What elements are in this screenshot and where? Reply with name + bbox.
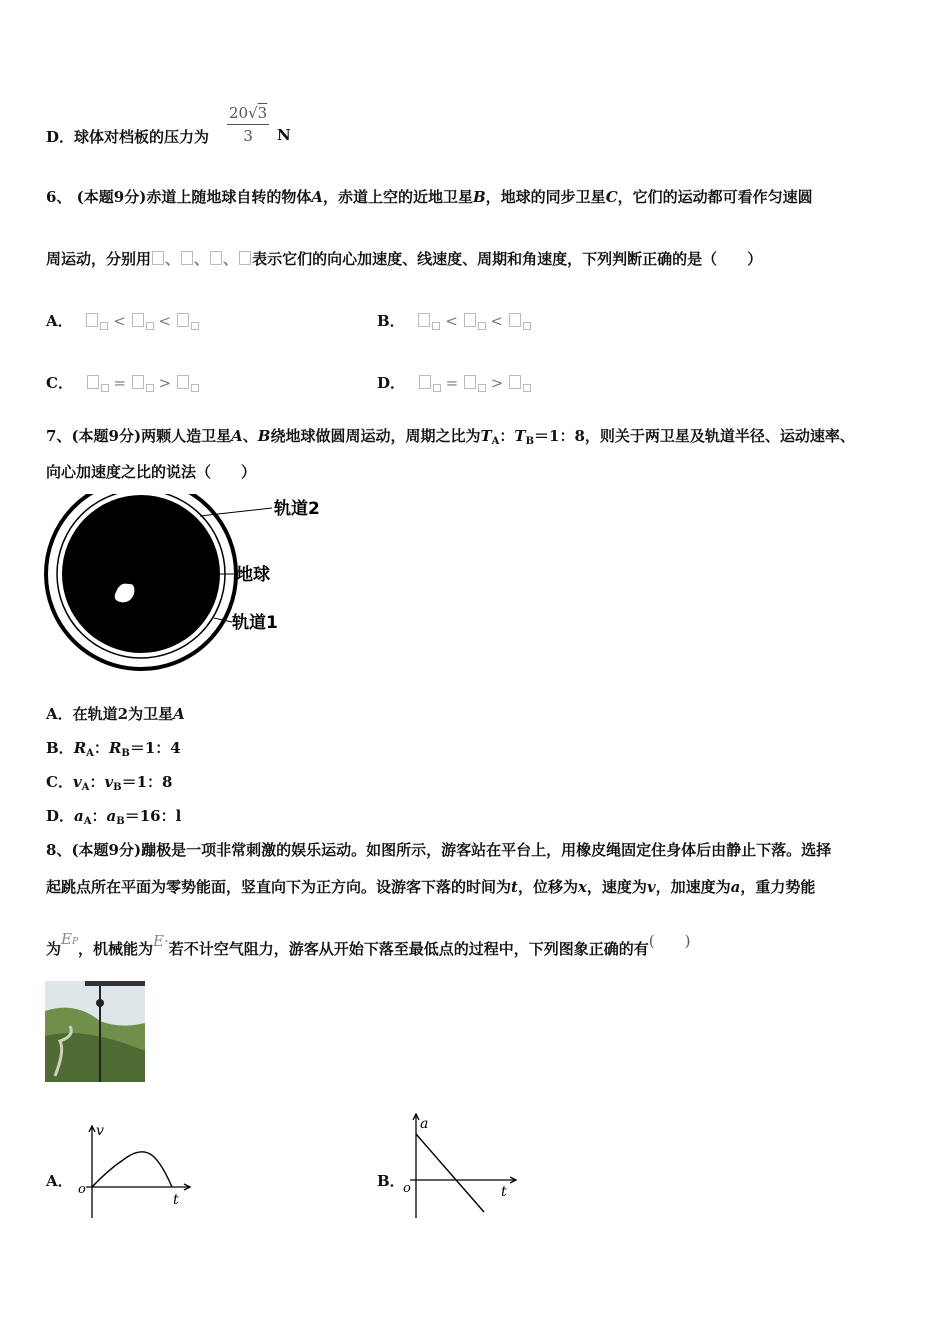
q7-option-b[interactable] <box>46 737 181 759</box>
q6-option-d[interactable] <box>377 372 531 393</box>
stem-text: 为 <box>46 940 62 958</box>
x-axis-label: t <box>173 1192 179 1208</box>
var-ep <box>61 930 78 948</box>
question-score: (本题9分) <box>76 188 147 206</box>
ratio: ＝16：l <box>124 807 182 825</box>
var-a: a <box>106 807 117 825</box>
orbit-figure <box>44 494 344 674</box>
colon: ： <box>93 739 109 757</box>
stem-text: ，地球的同步卫星 <box>485 188 606 206</box>
q8-stem-line3: 为EP，机械能为E·若不计空气阻力，游客从开始下落至最低点的过程中，下列图象正确的有( ) <box>46 930 691 958</box>
symbol-placeholder <box>464 375 476 389</box>
subscript-placeholder <box>101 384 109 392</box>
ratio: ＝1：4 <box>129 739 181 757</box>
fraction-20-root3-over-3: $\frac{20√3}{3}$ <box>229 104 268 145</box>
ratio: ＝1：8 <box>121 773 173 791</box>
symbol-placeholder <box>418 313 430 327</box>
symbol-placeholder <box>210 251 222 265</box>
operator: = <box>445 374 459 392</box>
operator: < <box>490 312 503 330</box>
ep-e: E <box>61 930 72 948</box>
separator: 、 <box>165 250 181 268</box>
stem-text: 绕地球做圆周运动，周期之比为 <box>270 427 481 445</box>
subscript-placeholder <box>100 322 108 330</box>
option-text: 球体对档板的压力为 <box>74 128 210 146</box>
answer-paren: ( ) <box>648 932 691 950</box>
acceleration-line <box>416 1134 484 1212</box>
var-r: R <box>73 739 87 757</box>
question-number: 8、 <box>46 841 72 859</box>
stem-text: ，重力势能 <box>740 878 816 896</box>
q6-option-b[interactable] <box>377 310 531 331</box>
origin-label: o <box>403 1181 411 1196</box>
symbol-placeholder <box>132 375 144 389</box>
option-label: A． <box>46 312 73 330</box>
var-b: B <box>472 188 486 206</box>
subscript-placeholder <box>523 384 531 392</box>
subscript-b: B <box>525 436 535 447</box>
var-a: A <box>231 427 243 445</box>
var-a: A <box>311 188 323 206</box>
operator: < <box>158 312 171 330</box>
colon: ： <box>91 807 107 825</box>
option-label: C． <box>46 773 73 791</box>
subscript-placeholder <box>478 384 486 392</box>
var-c: C <box>605 188 618 206</box>
bungee-photo <box>45 981 145 1082</box>
subscript-a: A <box>81 782 90 793</box>
q8-stem-line1 <box>46 839 831 860</box>
q5-option-d <box>46 126 209 147</box>
frac-numerator: 20 <box>229 104 249 122</box>
q8-option-b-label[interactable]: B． <box>377 1172 405 1190</box>
question-number: 7、 <box>46 427 72 445</box>
subscript-b: B <box>116 816 125 827</box>
ep-subscript-p: P <box>71 937 79 947</box>
stem-text: 表示它们的向心加速度、线速度、周期和角速度，下列判断正确的是（ ） <box>252 250 763 268</box>
symbol-placeholder <box>152 251 164 265</box>
q7-option-d[interactable] <box>46 805 181 827</box>
stem-text: ，机械能为 <box>78 940 154 958</box>
var-t: T <box>480 427 492 445</box>
jumper-icon <box>96 999 104 1007</box>
subscript-a: A <box>491 436 500 447</box>
question-number: 6、 <box>46 188 72 206</box>
q6-stem-line1 <box>46 186 813 207</box>
unit-n: N <box>277 126 291 144</box>
question-score: (本题9分) <box>71 841 142 859</box>
symbol-placeholder <box>181 251 193 265</box>
option-label: A． <box>46 705 73 723</box>
stem-text: ＝1：8，则关于两卫星及轨道半径、运动速率、 <box>534 427 855 445</box>
velocity-curve <box>92 1152 172 1187</box>
operator: > <box>158 374 172 392</box>
subscript-placeholder <box>523 322 531 330</box>
q6-stem-line2 <box>46 248 762 269</box>
frac-radicand: 3 <box>257 104 268 122</box>
operator: < <box>445 312 458 330</box>
stem-text: 赤道上随地球自转的物体 <box>146 188 312 206</box>
stem-text: ，赤道上空的近地卫星 <box>322 188 473 206</box>
colon: ： <box>499 427 515 445</box>
label-earth: 地球 <box>236 565 270 585</box>
symbol-placeholder <box>509 313 521 327</box>
stem-text: 周运动，分别用 <box>46 250 152 268</box>
option-text: 在轨道2为卫星 <box>72 705 174 723</box>
q7-stem-line2: 向心加速度之比的说法（ ） <box>46 463 257 481</box>
separator: 、 <box>194 250 210 268</box>
frac-denominator: 3 <box>243 127 253 145</box>
var-v: v <box>104 773 114 791</box>
y-axis-label: v <box>96 1123 104 1139</box>
subscript-placeholder <box>432 322 440 330</box>
symbol-placeholder <box>177 313 189 327</box>
option-label: D． <box>377 374 406 392</box>
symbol-placeholder <box>509 375 521 389</box>
x-axis-label: t <box>501 1184 507 1200</box>
stem-text: ，它们的运动都可看作匀速圆 <box>617 188 813 206</box>
subscript-placeholder <box>191 384 199 392</box>
symbol-placeholder <box>464 313 476 327</box>
option-label: D． <box>46 807 75 825</box>
var-v: v <box>646 878 656 896</box>
symbol-placeholder <box>87 375 99 389</box>
symbol-placeholder <box>419 375 431 389</box>
subscript-placeholder <box>478 322 486 330</box>
stem-text: 起跳点所在平面为零势能面，竖直向下为正方向。设游客下落的时间为 <box>46 878 512 896</box>
symbol-placeholder <box>86 313 98 327</box>
stem-text: 两颗人造卫星 <box>141 427 232 445</box>
separator: 、 <box>242 427 258 445</box>
label-orbit1: 轨道1 <box>232 613 278 633</box>
subscript-placeholder <box>191 322 199 330</box>
subscript-a: A <box>86 748 94 759</box>
var-a: A <box>173 705 185 723</box>
option-label: B． <box>377 312 405 330</box>
var-x: x <box>577 878 587 896</box>
subscript-b: B <box>121 748 130 759</box>
stem-text: ，速度为 <box>586 878 647 896</box>
symbol-placeholder <box>177 375 189 389</box>
q6-option-c[interactable] <box>46 372 199 393</box>
subscript-placeholder <box>146 384 154 392</box>
q8-stem-line2 <box>46 876 815 897</box>
symbol-placeholder <box>132 313 144 327</box>
var-r: R <box>108 739 122 757</box>
operator: = <box>113 374 127 392</box>
q7-option-a[interactable] <box>46 703 185 724</box>
subscript-b: B <box>113 782 122 793</box>
separator: 、 <box>223 250 239 268</box>
var-b: B <box>257 427 271 445</box>
var-t: t <box>511 878 518 896</box>
var-v: v <box>72 773 82 791</box>
q6-option-a[interactable] <box>46 310 199 331</box>
stem-text: ，位移为 <box>517 878 578 896</box>
subscript-a: A <box>83 816 92 827</box>
y-axis-label: a <box>420 1116 429 1132</box>
option-label: D． <box>46 128 75 146</box>
subscript-placeholder <box>146 322 154 330</box>
operator: > <box>490 374 504 392</box>
earth-disc <box>62 495 220 653</box>
option-label: B． <box>46 739 74 757</box>
var-a: a <box>74 807 84 825</box>
origin-label: o <box>78 1182 86 1197</box>
q7-stem-line1 <box>46 425 855 447</box>
label-orbit2: 轨道2 <box>274 499 320 519</box>
var-t: T <box>514 427 526 445</box>
platform <box>85 981 145 986</box>
subscript-placeholder <box>433 384 441 392</box>
graph-a-velocity-time[interactable] <box>78 1118 198 1220</box>
stem-text: ，加速度为 <box>655 878 731 896</box>
var-a: a <box>730 878 741 896</box>
var-e: E <box>153 932 164 950</box>
colon: ： <box>89 773 105 791</box>
stem-text: 若不计空气阻力，游客从开始下落至最低点的过程中，下列图象正确的有 <box>168 940 649 958</box>
graph-b-acceleration-time[interactable] <box>400 1108 525 1220</box>
symbol-placeholder <box>239 251 251 265</box>
operator: < <box>113 312 126 330</box>
q7-option-c[interactable] <box>46 771 173 793</box>
q8-option-a-label[interactable]: A． <box>46 1172 73 1190</box>
question-score: (本题9分) <box>71 427 142 445</box>
option-label: C． <box>46 374 73 392</box>
stem-text: 蹦极是一项非常刺激的娱乐运动。如图所示，游客站在平台上，用橡皮绳固定住身体后由静止下落。选择 <box>141 841 832 859</box>
